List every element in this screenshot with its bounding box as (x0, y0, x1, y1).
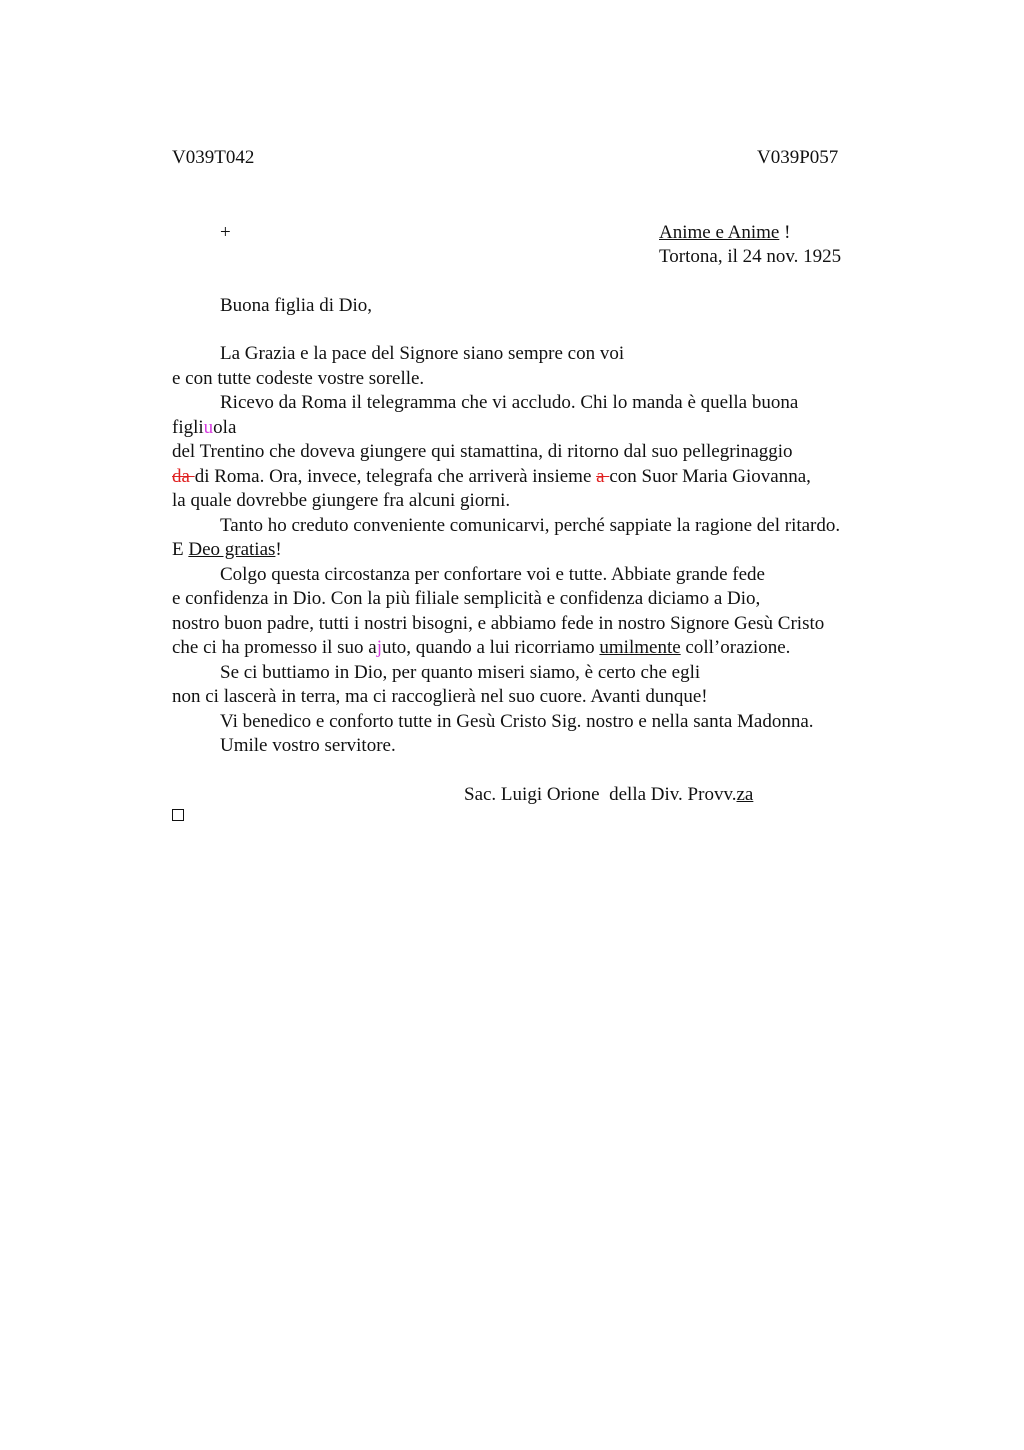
motto-underlined: Anime e Anime (659, 222, 780, 243)
body-line (172, 538, 932, 563)
body-line: del Trentino che doveva giungere qui stamattina, di ritorno dal suo pellegrinaggio (172, 441, 793, 462)
text-segment: con Suor Maria Giovanna, (609, 465, 811, 487)
inserted-letter: j (376, 637, 383, 658)
motto-tail: ! (779, 222, 791, 243)
body-line (172, 416, 932, 441)
text-segment: E (172, 539, 189, 560)
body-line: la quale dovrebbe giungere fra alcuni giorni. (172, 490, 511, 511)
text-segment: che ci ha promesso il suo a (172, 637, 377, 658)
text-segment: di Roma. Ora, invece, telegrafa che arriverà insieme (194, 465, 597, 487)
body-line (172, 465, 932, 490)
cross-mark: + (220, 222, 231, 243)
body-line: Vi benedico e conforto tutte in Gesù Cristo Sig. nostro e nella santa Madonna. (220, 710, 814, 732)
text-segment: ! (275, 539, 282, 560)
signature-abbreviation: za (736, 784, 754, 805)
body-line: La Grazia e la pace del Signore siano sempre con voi (220, 343, 625, 364)
body-line: Ricevo da Roma il telegramma che vi accludo. Chi lo manda è quella buona (220, 392, 799, 413)
signature (464, 783, 753, 807)
body-line: Se ci buttiamo in Dio, per quanto miseri siamo, è certo che egli (220, 661, 701, 683)
body-line: non ci lascerà in terra, ma ci raccoglierà nel suo cuore. Avanti dunque! (172, 686, 708, 707)
text-segment: figli (172, 416, 204, 438)
salutation: Buona figlia di Dio, (220, 295, 372, 316)
body-line: Tanto ho creduto conveniente comunicarvi, perché sappiate la ragione del ritardo. (220, 514, 841, 536)
signature-text: Sac. Luigi Orione della Div. Provv. (464, 784, 737, 805)
deleted-word: a (596, 465, 610, 487)
text-segment: ola (213, 416, 237, 438)
text-segment: uto, quando a lui ricorriamo (382, 637, 600, 658)
motto (659, 221, 790, 245)
body-line: e con tutte codeste vostre sorelle. (172, 367, 425, 389)
underlined-word: umilmente (599, 637, 681, 658)
body-line (172, 636, 932, 661)
deleted-word: da (172, 465, 195, 487)
body-line: Umile vostro servitore. (220, 735, 396, 756)
body-line: e confidenza in Dio. Con la più filiale semplicità e confidenza diciamo a Dio, (172, 588, 761, 609)
underlined-phrase: Deo gratias (188, 539, 276, 560)
document-code-right: V039P057 (757, 147, 839, 168)
document-code-left: V039T042 (172, 147, 255, 168)
letter-body (172, 342, 932, 759)
empty-square-icon (172, 809, 184, 821)
inserted-letter: u (203, 416, 214, 438)
body-line: Colgo questa circostanza per confortare voi e tutte. Abbiate grande fede (220, 563, 765, 585)
body-line: nostro buon padre, tutti i nostri bisogni, e abbiamo fede in nostro Signore Gesù Cristo (172, 612, 825, 634)
text-segment: coll’orazione. (680, 637, 791, 658)
place-date: Tortona, il 24 nov. 1925 (659, 246, 842, 267)
